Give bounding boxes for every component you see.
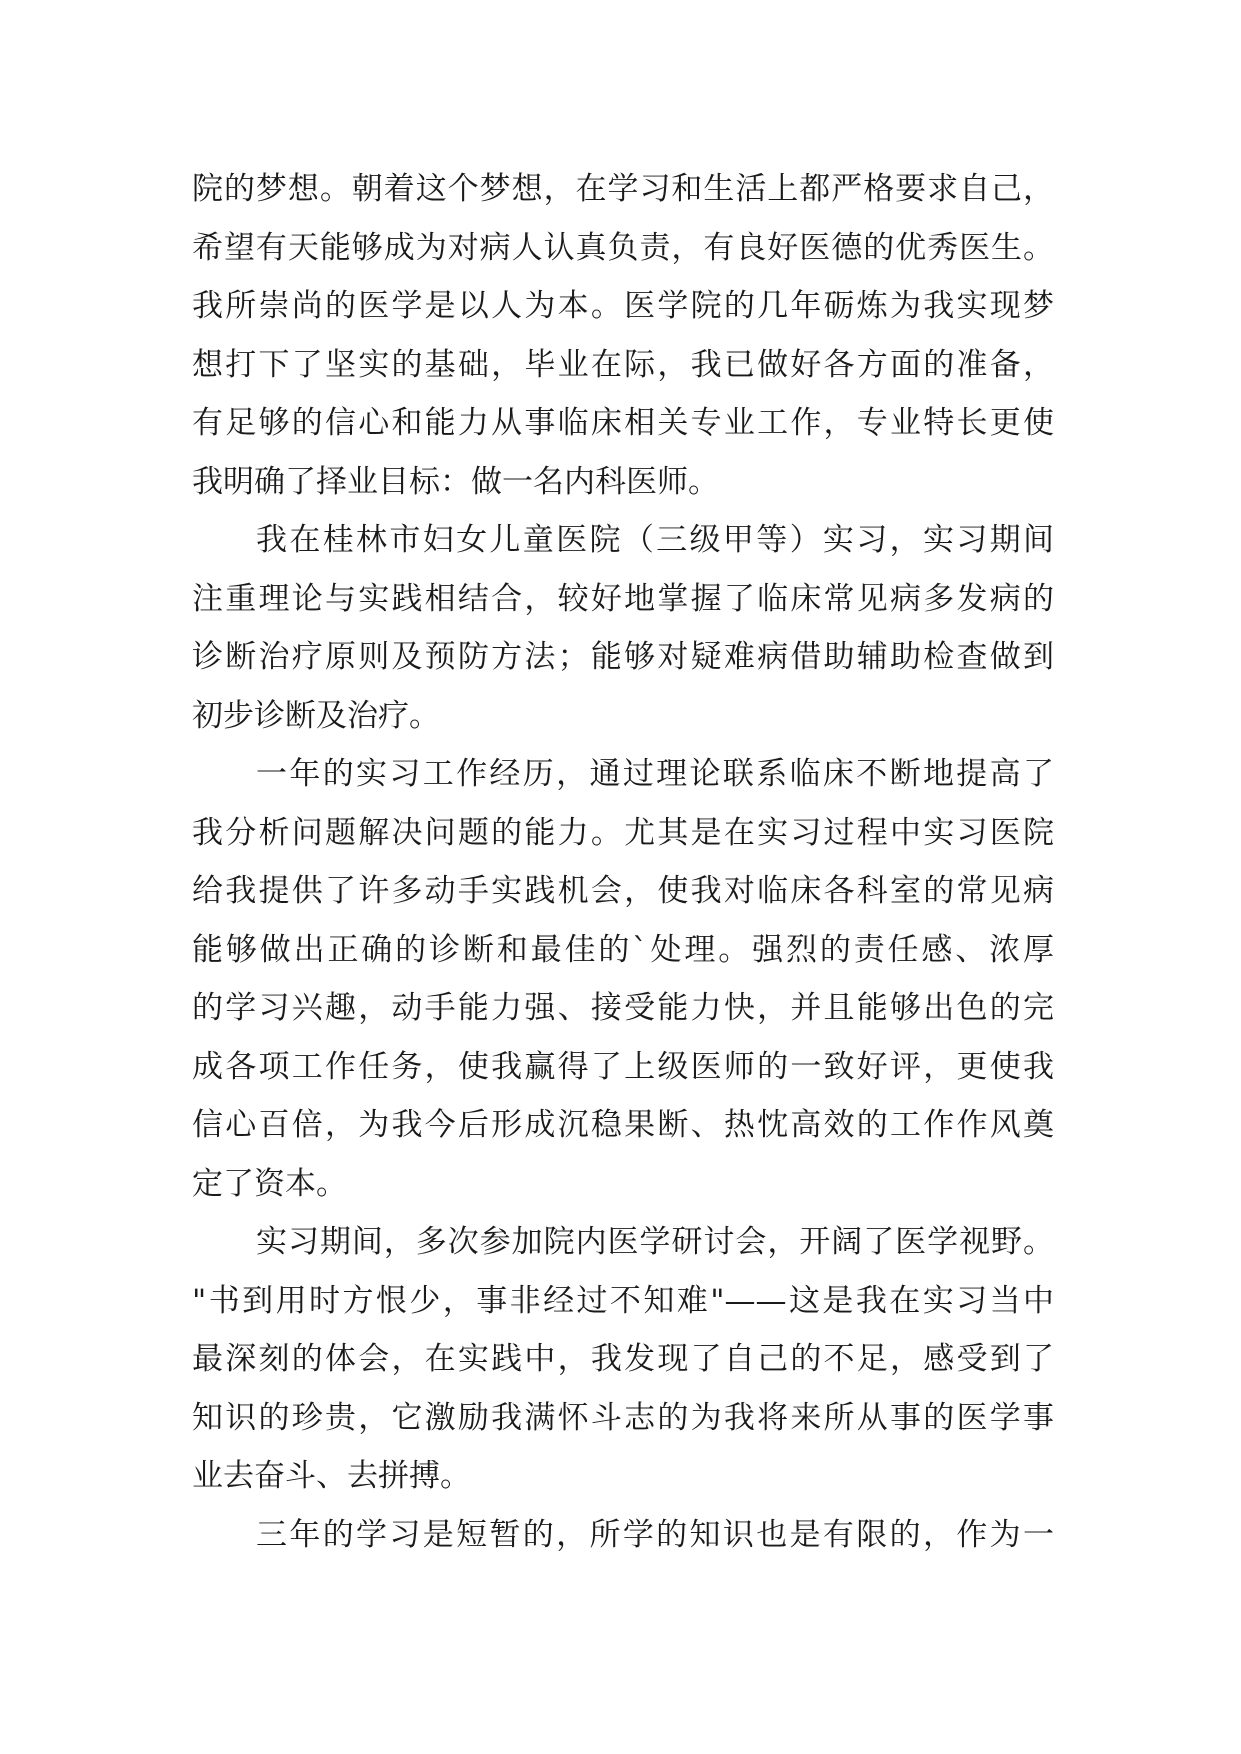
paragraph-first-line: 一年的实习工作经历，通过理论联系临床不断地提高了 bbox=[256, 756, 1054, 792]
text-line: 想打下了坚实的基础，毕业在际，我已做好各方面的准备， bbox=[192, 346, 1054, 383]
text-line: "书到用时方恨少，事非经过不知难"——这是我在实习当中 bbox=[192, 1282, 1054, 1319]
text-line: 定了资本。 bbox=[192, 1165, 347, 1202]
text-line: 诊断治疗原则及预防方法；能够对疑难病借助辅助检查做到 bbox=[192, 639, 1054, 675]
text-line: 能够做出正确的诊断和最佳的`处理。强烈的责任感、浓厚 bbox=[192, 931, 1054, 968]
text-line: 给我提供了许多动手实践机会，使我对临床各科室的常见病 bbox=[192, 873, 1054, 909]
text-line: 我分析问题解决问题的能力。尤其是在实习过程中实习医院 bbox=[192, 814, 1054, 851]
body-text bbox=[192, 160, 1054, 1564]
text-line: 希望有天能够成为对病人认真负责，有良好医德的优秀医生。 bbox=[192, 229, 1054, 266]
text-line: 最深刻的体会，在实践中，我发现了自己的不足，感受到了 bbox=[192, 1341, 1054, 1377]
paragraph-first-line: 我在桂林市妇女儿童医院（三级甲等）实习，实习期间 bbox=[256, 522, 1054, 558]
text-line: 的学习兴趣，动手能力强、接受能力快，并且能够出色的完 bbox=[192, 990, 1054, 1026]
paragraph-first-line: 三年的学习是短暂的，所学的知识也是有限的，作为一 bbox=[256, 1516, 1054, 1553]
text-line: 知识的珍贵，它激励我满怀斗志的为我将来所从事的医学事 bbox=[192, 1399, 1054, 1436]
text-line: 业去奋斗、去拼搏。 bbox=[192, 1458, 471, 1494]
text-line: 成各项工作任务，使我赢得了上级医师的一致好评，更使我 bbox=[192, 1048, 1054, 1085]
paragraph-first-line: 实习期间，多次参加院内医学研讨会，开阔了医学视野。 bbox=[256, 1224, 1054, 1260]
text-line: 初步诊断及治疗。 bbox=[192, 697, 440, 734]
text-line: 我所崇尚的医学是以人为本。医学院的几年砺炼为我实现梦 bbox=[192, 288, 1054, 324]
text-line: 信心百倍，为我今后形成沉稳果断、热忱高效的工作作风奠 bbox=[192, 1107, 1054, 1143]
text-line: 院的梦想。朝着这个梦想，在学习和生活上都严格要求自己， bbox=[192, 171, 1054, 207]
text-line: 有足够的信心和能力从事临床相关专业工作，专业特长更使 bbox=[192, 405, 1054, 441]
text-line: 我明确了择业目标：做一名内科医师。 bbox=[192, 463, 719, 500]
text-line: 注重理论与实践相结合，较好地掌握了临床常见病多发病的 bbox=[192, 580, 1054, 617]
